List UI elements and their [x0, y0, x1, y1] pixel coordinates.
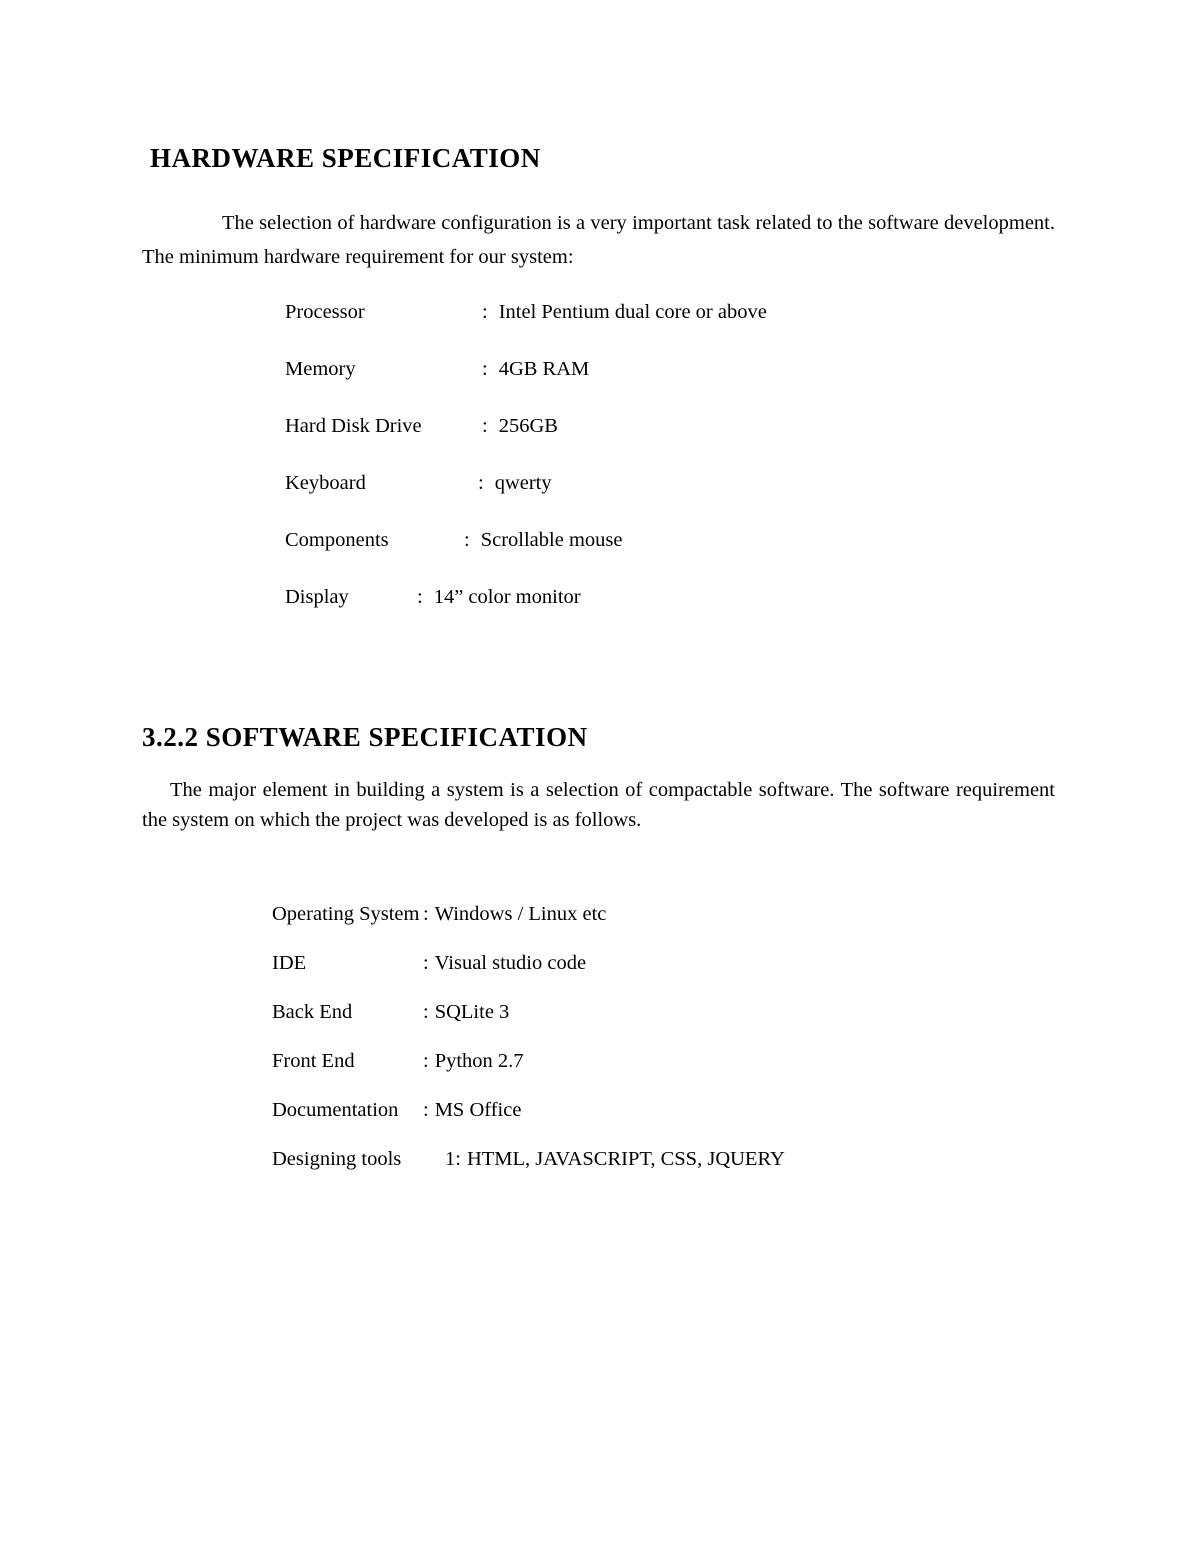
- spec-row-processor: [142, 300, 1055, 324]
- spec-row-designing-tools: [142, 1147, 1055, 1171]
- spec-label: Front End: [272, 1050, 355, 1072]
- spec-separator: :: [482, 301, 488, 323]
- spec-value: Scrollable mouse: [480, 529, 623, 551]
- hardware-section-heading: HARDWARE SPECIFICATION: [150, 143, 541, 173]
- spec-separator: :: [423, 1050, 429, 1072]
- spec-value: Visual studio code: [434, 952, 587, 974]
- spec-label: Processor: [285, 301, 365, 323]
- spec-separator: :: [464, 529, 470, 551]
- software-intro-paragraph: The major element in building a system is a selection of compactable software. The software requirement the system on which the project was developed is as follows.: [142, 779, 1055, 831]
- spec-row-documentation: [142, 1098, 1055, 1122]
- spec-label: IDE: [272, 952, 307, 974]
- spec-value: HTML, JAVASCRIPT, CSS, JQUERY: [466, 1148, 785, 1170]
- spec-label: Operating System: [272, 903, 420, 925]
- spec-value: 256GB: [498, 415, 558, 437]
- spec-row-operating-system: [142, 902, 1055, 926]
- spec-separator: :: [417, 586, 423, 608]
- spec-row-components: [142, 528, 1055, 552]
- spec-label: Keyboard: [285, 472, 366, 494]
- spec-separator: :: [423, 952, 429, 974]
- spec-value: 14” color monitor: [433, 586, 581, 608]
- spec-label: Components: [285, 529, 389, 551]
- spec-separator: :: [478, 472, 484, 494]
- software-spec-list: [142, 902, 1055, 1171]
- spec-row-display: [142, 585, 1055, 609]
- spec-separator: :: [423, 903, 429, 925]
- hardware-intro-paragraph: The selection of hardware configuration is a very important task related to the software development. The minimum hardware requirement for our system:: [142, 212, 1055, 268]
- spec-separator: :: [482, 358, 488, 380]
- spec-label: Display: [285, 586, 349, 608]
- spec-value: MS Office: [434, 1099, 522, 1121]
- spec-label: Hard Disk Drive: [285, 415, 422, 437]
- spec-row-front-end: [142, 1049, 1055, 1073]
- spec-value: qwerty: [494, 472, 552, 494]
- spec-label: Designing tools: [272, 1148, 402, 1170]
- spec-separator: :: [423, 1099, 429, 1121]
- spec-row-memory: [142, 357, 1055, 381]
- spec-label: Back End: [272, 1001, 353, 1023]
- spec-label: Documentation: [272, 1099, 399, 1121]
- spec-value: Python 2.7: [434, 1050, 524, 1072]
- hardware-spec-list: [142, 300, 1055, 609]
- spec-value: 4GB RAM: [498, 358, 590, 380]
- spec-value: Windows / Linux etc: [434, 903, 607, 925]
- spec-value: Intel Pentium dual core or above: [498, 301, 767, 323]
- spec-label: Memory: [285, 358, 356, 380]
- spec-value: SQLite 3: [434, 1001, 510, 1023]
- spec-separator: 1:: [445, 1148, 461, 1170]
- spec-separator: :: [423, 1001, 429, 1023]
- spec-row-keyboard: [142, 471, 1055, 495]
- spec-row-back-end: [142, 1000, 1055, 1024]
- spec-row-ide: [142, 951, 1055, 975]
- spec-separator: :: [482, 415, 488, 437]
- software-section-heading: 3.2.2 SOFTWARE SPECIFICATION: [142, 722, 588, 752]
- spec-row-hard-disk-drive: [142, 414, 1055, 438]
